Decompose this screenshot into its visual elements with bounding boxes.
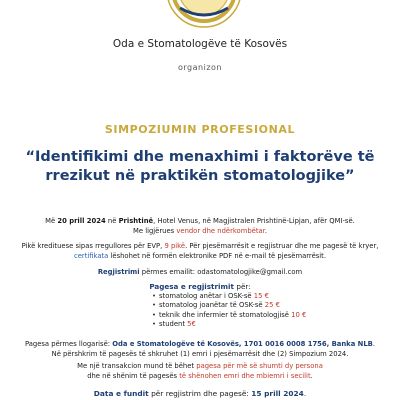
credits-line	[0, 242, 400, 251]
date-venue-line	[0, 217, 400, 226]
deadline-label: Data e fundit	[93, 389, 149, 398]
payment-account-prefix: Pagesa përmes llogarisë:	[24, 340, 111, 348]
deadline-date: 15 prill 2024	[251, 389, 304, 398]
fees-title	[0, 282, 400, 291]
payment-account-line: Pagesa përmes llogarisë: Oda e Stomatologëve të Kosovës, 1701 0016 0008 1756, Banka NLB.	[24, 340, 376, 348]
date-mid: në	[107, 217, 117, 225]
transaction-limit: pagesa për më së shumti dy persona	[196, 362, 323, 370]
event-date: 20 prill 2024	[57, 217, 106, 225]
lecturers-prefix: Me ligjërues	[132, 227, 175, 235]
registration-line	[0, 268, 400, 277]
note-prefix: dhe në shënim të pagesës	[87, 372, 178, 380]
fees-title-a: Pagesa e regjistrimit	[149, 282, 234, 291]
list-item: • stomatolog anëtar i OSK-së 15 €	[152, 292, 306, 301]
certificate-link[interactable]: certifikata	[73, 252, 109, 260]
payment-transaction-line	[0, 362, 400, 371]
registration-email[interactable]: odastomatologjike@gmail.com	[197, 268, 303, 276]
event-type-heading: SIMPOZIUMIN PROFESIONAL	[104, 123, 296, 136]
note-names: të shënohen emri dhe mbiemri i secilit	[179, 372, 311, 380]
certificate-line	[0, 252, 400, 261]
transaction-prefix: Me një transakcion mund të bëhet	[77, 362, 195, 370]
registration-text: përmes emailit:	[141, 268, 196, 276]
organizes-text: organizon	[178, 63, 222, 72]
payment-account-details: Oda e Stomatologëve të Kosovës, 1701 0016 0008 1756, Banka NLB	[112, 340, 373, 348]
certificate-text: lëshohet në formën elektronike PDF në e-mail të pjesëmarrësit.	[110, 252, 327, 260]
event-city: Prishtinë	[118, 217, 154, 225]
list-item: • student 5€	[152, 320, 306, 329]
organization-name: Oda e Stomatologëve të Kosovës	[112, 38, 288, 50]
deadline-line: Data e fundit për regjistrim dhe pagesë: 15 prill 2024.	[93, 389, 307, 398]
deadline-text: për regjistrim dhe pagesë:	[151, 389, 249, 398]
fees-title-b: për:	[236, 282, 251, 291]
credits-text-b: . Për pjesëmarrësit e regjistruar dhe me pagesë të kryer,	[185, 242, 379, 250]
lecturers-suffix: .	[264, 227, 268, 235]
event-title: “Identifikimi dhe menaxhimi i faktorëve të rrezikut në praktikën stomatologjike”	[25, 149, 375, 184]
list-item: • stomatolog joanëtar të OSK-së 25 €	[152, 301, 306, 310]
registration-label: Regjistrimi	[97, 268, 140, 276]
list-item: • teknik dhe infermier të stomatologjisë 10 €	[152, 311, 306, 320]
credits-points: 9 pikë	[164, 242, 186, 250]
date-prefix: Më	[45, 217, 56, 225]
lecturers-link[interactable]: vendor dhe ndërkombëtar	[176, 227, 265, 235]
fees-list	[152, 292, 306, 330]
payment-note-line: dhe në shënim të pagesës të shënohen emri dhe mbiemri i secilit.	[87, 372, 313, 380]
lecturers-line	[0, 227, 400, 236]
event-venue: , Hotel Venus, në Magjistralen Prishtinë-Lipjan, afër QMI-së.	[153, 217, 355, 225]
credits-text-a: Pikë kredituese sipas rregullores për EVP,	[21, 242, 163, 250]
payment-description-line: Në përshkrim të pagesës të shkruhet (1) emri i pjesëmarrësit dhe (2) Simpozium 2024.	[51, 350, 349, 358]
